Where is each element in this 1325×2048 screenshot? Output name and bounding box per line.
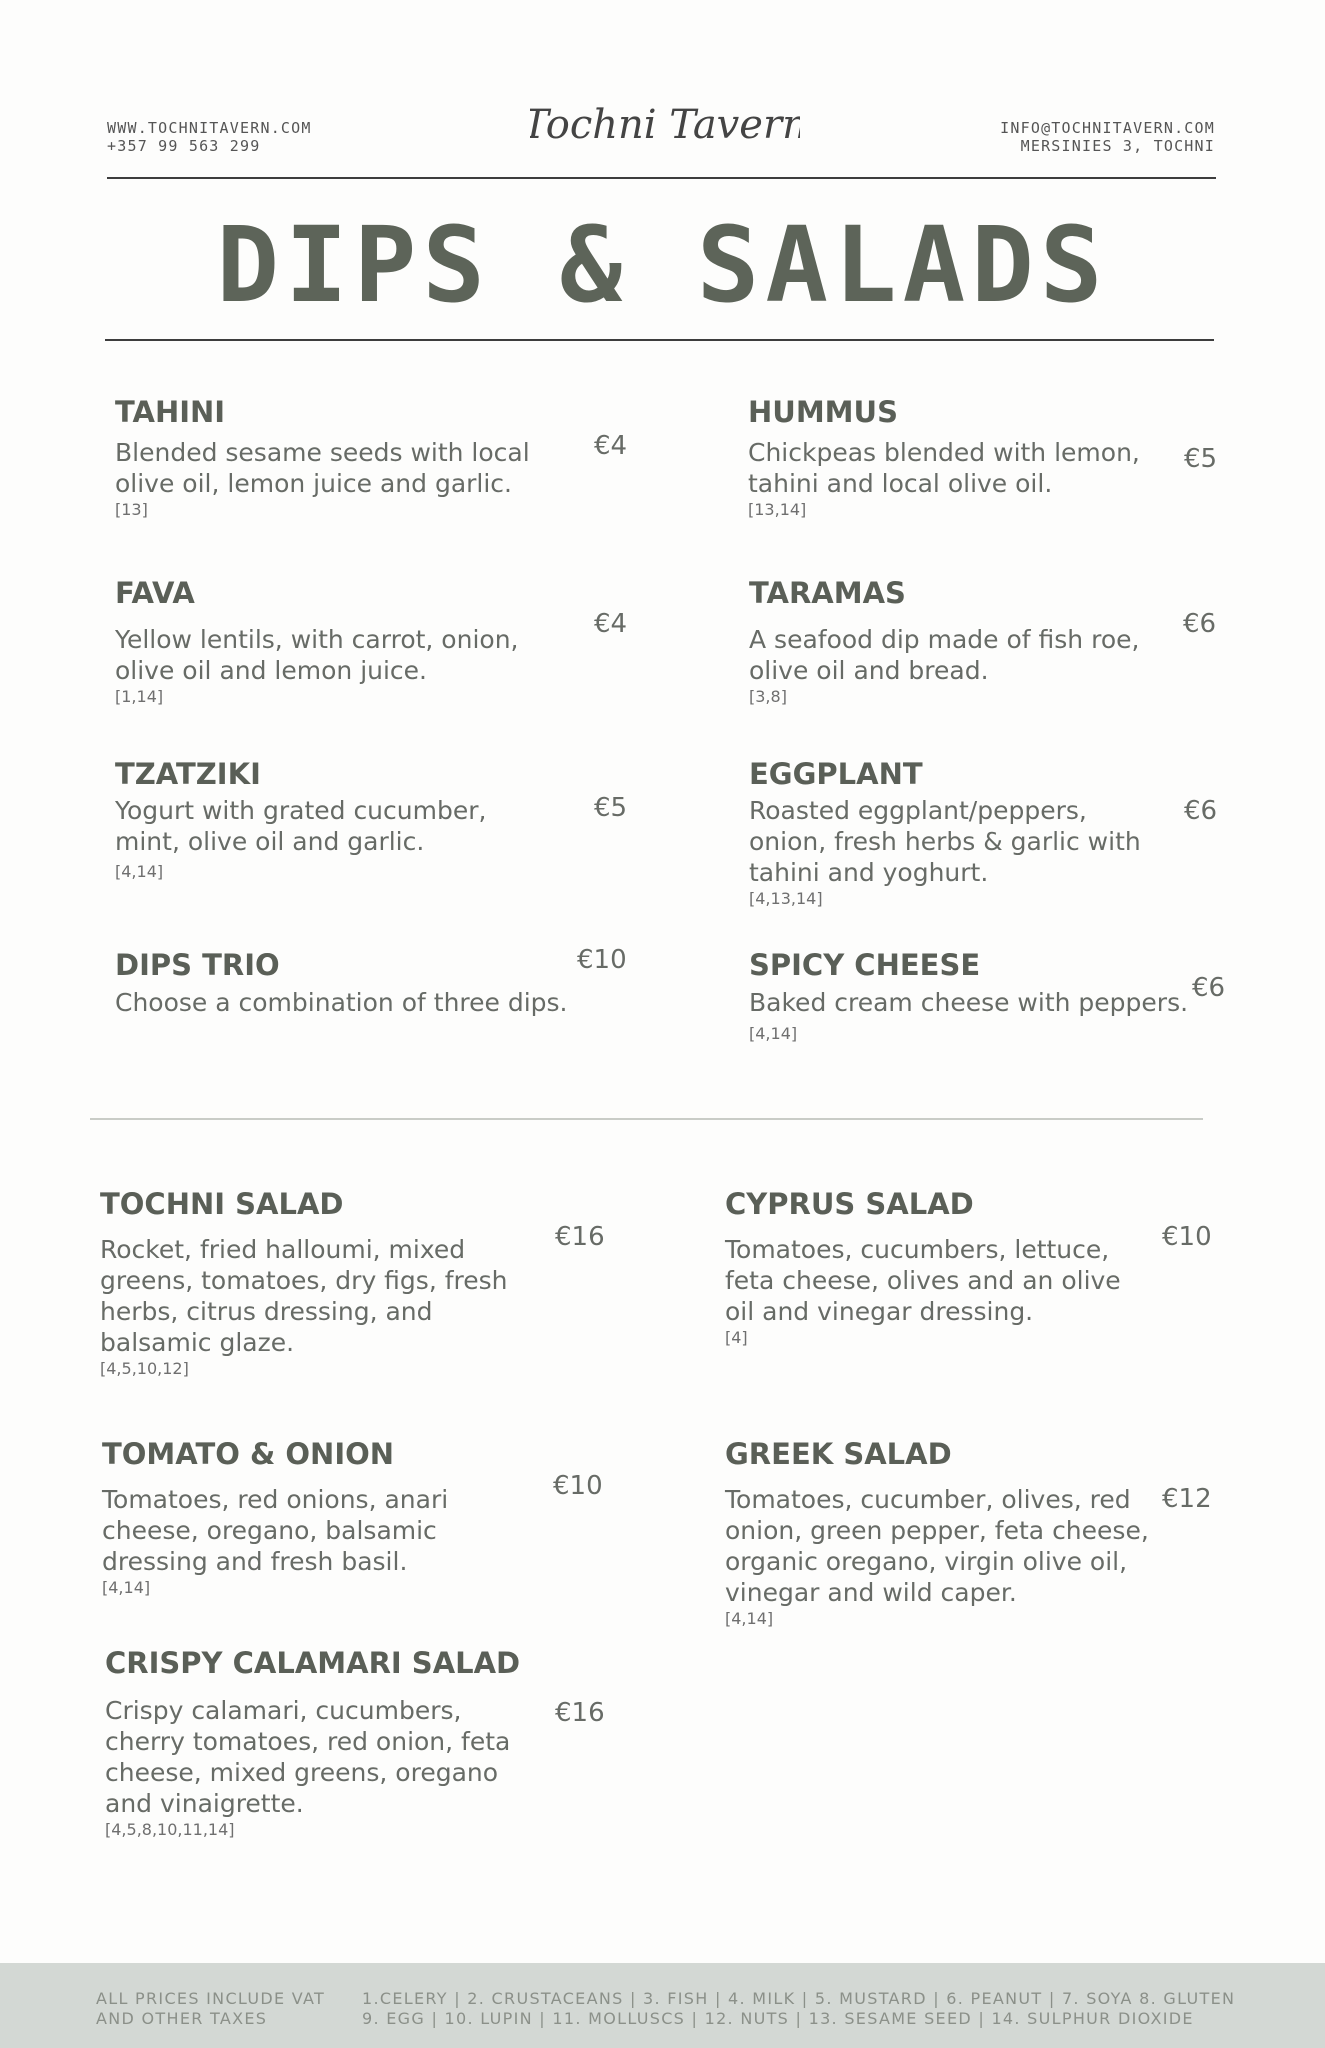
contact-left: [107, 119, 312, 155]
title-rule: [105, 339, 1214, 341]
item-name: TOCHNI SALAD: [100, 1187, 344, 1221]
desc-line: Blended sesame seeds with local: [115, 438, 530, 467]
desc-line: cheese, oregano, balsamic: [102, 1516, 437, 1545]
allergen-codes: [4,5,10,12]: [100, 1359, 189, 1378]
item-name: HUMMUS: [748, 395, 898, 429]
menu-item: [105, 1645, 520, 1841]
allergen-codes: [4,14]: [102, 1578, 151, 1597]
desc-line: Roasted eggplant/peppers,: [749, 796, 1087, 825]
logo: [530, 88, 800, 160]
item-description: [725, 1234, 1121, 1327]
footer: [0, 1963, 1325, 2048]
item-description: [749, 795, 1141, 888]
item-name: TOMATO & ONION: [102, 1437, 395, 1471]
item-description: [749, 624, 1139, 686]
menu-item: [115, 756, 486, 883]
allergen-legend: [362, 1989, 1235, 2029]
item-name: CYPRUS SALAD: [725, 1187, 974, 1221]
desc-line: Tomatoes, red onions, anari: [102, 1485, 449, 1514]
item-price: €6: [1192, 973, 1226, 1003]
menu-item: [749, 756, 1141, 910]
item-description: [749, 987, 1188, 1018]
desc-line: herbs, citrus dressing, and: [100, 1297, 433, 1326]
desc-line: Yellow lentils, with carrot, onion,: [115, 625, 519, 654]
desc-line: onion, green pepper, feta cheese,: [725, 1516, 1149, 1545]
allergen-codes: [4,5,8,10,11,14]: [105, 1820, 235, 1839]
logo-signature: [530, 88, 800, 160]
desc-line: dressing and fresh basil.: [102, 1547, 408, 1576]
menu-item: [749, 947, 1188, 1045]
email-text: INFO@TOCHNITAVERN.COM: [1000, 119, 1215, 137]
menu-item: [725, 1436, 1149, 1630]
desc-line: oil and vinegar dressing.: [725, 1297, 1034, 1326]
allergen-codes: [4,14]: [749, 1024, 798, 1043]
item-price: €10: [553, 1471, 603, 1501]
item-price: €5: [594, 793, 628, 823]
item-price: €16: [555, 1222, 605, 1252]
desc-line: feta cheese, olives and an olive: [725, 1266, 1121, 1295]
address-text: MERSINIES 3, TOCHNI: [1020, 137, 1215, 155]
desc-line: Rocket, fried halloumi, mixed: [100, 1235, 466, 1264]
contact-right: [1000, 119, 1215, 155]
allergen-codes: [4]: [725, 1328, 748, 1347]
item-description: [115, 795, 486, 857]
menu-item: [102, 1436, 448, 1599]
menu-item: [749, 575, 1139, 708]
item-description: [748, 437, 1140, 499]
desc-line: Baked cream cheese with peppers.: [749, 988, 1189, 1017]
menu-item: [725, 1186, 1121, 1349]
item-price: €4: [594, 431, 628, 461]
item-price: €10: [1162, 1222, 1212, 1252]
section-divider: [90, 1118, 1203, 1120]
item-description: [105, 1695, 520, 1819]
desc-line: Crispy calamari, cucumbers,: [105, 1696, 462, 1725]
menu-item: [115, 575, 518, 708]
item-description: [115, 624, 518, 686]
logo-text: Tochni Tavern: [530, 102, 800, 148]
menu-item: [100, 1186, 508, 1380]
desc-line: and vinaigrette.: [105, 1789, 304, 1818]
item-name: FAVA: [115, 576, 195, 610]
desc-line: organic oregano, virgin olive oil,: [725, 1547, 1128, 1576]
desc-line: greens, tomatoes, dry figs, fresh: [100, 1266, 508, 1295]
menu-item: [115, 394, 530, 521]
vat-line: ALL PRICES INCLUDE VAT: [96, 1989, 326, 2008]
menu-item: [115, 947, 568, 1018]
website-text: WWW.TOCHNITAVERN.COM: [107, 119, 312, 137]
desc-line: balsamic glaze.: [100, 1328, 295, 1357]
allergen-codes: [4,14]: [115, 862, 164, 881]
item-name: DIPS TRIO: [115, 948, 280, 982]
item-name: TZATZIKI: [115, 757, 261, 791]
header-rule: [107, 177, 1216, 179]
desc-line: onion, fresh herbs & garlic with: [749, 827, 1141, 856]
item-name: TAHINI: [115, 395, 226, 429]
allergen-legend-line: 9. EGG | 10. LUPIN | 11. MOLLUSCS | 12. NUTS | 13. SESAME SEED | 14. SULPHUR DIOXIDE: [362, 2009, 1194, 2028]
desc-line: Choose a combination of three dips.: [115, 988, 568, 1017]
item-name: SPICY CHEESE: [749, 948, 981, 982]
phone-text: +357 99 563 299: [107, 137, 261, 155]
item-name: EGGPLANT: [749, 757, 923, 791]
allergen-legend-line: 1.CELERY | 2. CRUSTACEANS | 3. FISH | 4. MILK | 5. MUSTARD | 6. PEANUT | 7. SOYA 8. GLUTEN: [362, 1989, 1236, 2008]
desc-line: Tomatoes, cucumbers, lettuce,: [725, 1235, 1110, 1264]
allergen-codes: [13]: [115, 500, 148, 519]
menu-item: [748, 394, 1140, 521]
desc-line: olive oil and bread.: [749, 656, 989, 685]
desc-line: vinegar and wild caper.: [725, 1578, 1017, 1607]
desc-line: olive oil and lemon juice.: [115, 656, 427, 685]
desc-line: Yogurt with grated cucumber,: [115, 796, 487, 825]
allergen-codes: [4,14]: [725, 1609, 774, 1628]
vat-line: AND OTHER TAXES: [96, 2009, 268, 2028]
item-price: €16: [555, 1698, 605, 1728]
desc-line: cherry tomatoes, red onion, feta: [105, 1727, 511, 1756]
desc-line: olive oil, lemon juice and garlic.: [115, 469, 512, 498]
item-name: CRISPY CALAMARI SALAD: [105, 1646, 521, 1680]
allergen-codes: [1,14]: [115, 687, 164, 706]
desc-line: mint, olive oil and garlic.: [115, 827, 425, 856]
vat-note: [96, 1989, 325, 2029]
allergen-codes: [3,8]: [749, 687, 787, 706]
desc-line: cheese, mixed greens, oregano: [105, 1758, 499, 1787]
item-description: [100, 1234, 508, 1358]
allergen-codes: [13,14]: [748, 500, 807, 519]
item-description: [115, 437, 530, 499]
item-name: TARAMAS: [749, 576, 906, 610]
desc-line: Tomatoes, cucumber, olives, red: [725, 1485, 1131, 1514]
item-price: €6: [1184, 796, 1218, 826]
desc-line: tahini and local olive oil.: [748, 469, 1053, 498]
item-description: [102, 1484, 448, 1577]
item-name: GREEK SALAD: [725, 1437, 952, 1471]
item-price: €6: [1183, 609, 1217, 639]
allergen-codes: [4,13,14]: [749, 889, 823, 908]
page-title: DIPS & SALADS: [216, 204, 1109, 326]
desc-line: Chickpeas blended with lemon,: [748, 438, 1140, 467]
item-description: [115, 987, 568, 1018]
desc-line: tahini and yoghurt.: [749, 858, 989, 887]
item-price: €5: [1184, 444, 1218, 474]
item-price: €10: [577, 945, 627, 975]
desc-line: A seafood dip made of fish roe,: [749, 625, 1140, 654]
item-price: €4: [594, 609, 628, 639]
item-description: [725, 1484, 1149, 1608]
item-price: €12: [1162, 1484, 1212, 1514]
